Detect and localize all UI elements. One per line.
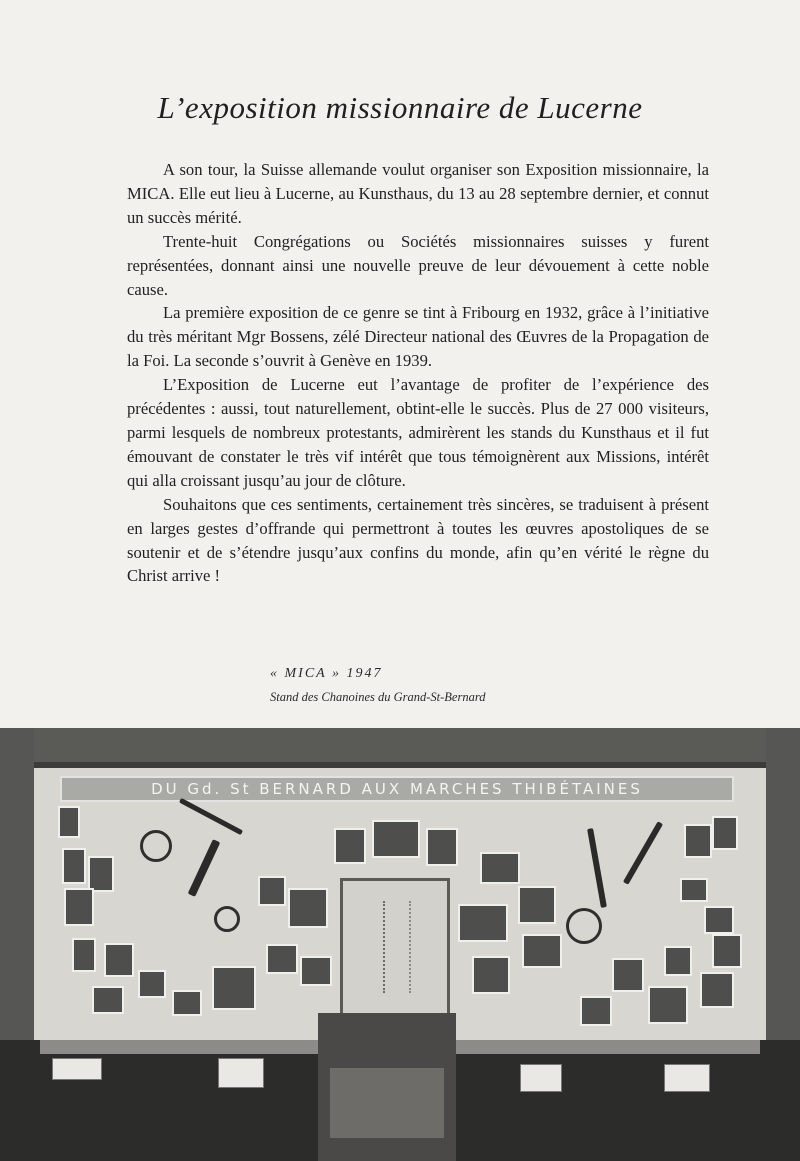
paragraph-2: Trente-huit Congrégations ou Sociétés missionnaires suisses y furent représentées, donnant ainsi une nouvelle preuve de leur dévouement à cette noble cause. [127,231,709,299]
wall-photo [684,824,712,858]
caption-year: « MICA » 1947 [270,666,383,681]
article-body [127,158,709,588]
wall-photo [426,828,458,866]
caption-subtitle: Stand des Chanoines du Grand-St-Bernard [270,690,486,704]
wall-photo [580,996,612,1026]
wall-photo [458,904,508,942]
map-route [383,901,411,993]
wall-photo [212,966,256,1010]
wall-photo [72,938,96,972]
table-label [52,1058,102,1080]
wall-photo [64,888,94,926]
hanging-drum [566,908,602,944]
wall-photo [704,906,734,934]
paragraph-3: La première exposition de ce genre se tint à Fribourg en 1932, grâce à l’initiative du très méritant Mgr Bossens, zélé Directeur national des Œuvres de la Propagation de la Foi. La seconde s’ouvrit à Genève en 1939. [127,303,709,371]
wall-photo [648,986,688,1024]
paragraph-5: Souhaitons que ces sentiments, certainement très sincères, se traduisent à présent en larges gestes d’offrande qui permettront à toutes les œuvres apostoliques de se soutenir et de s’étendre jusqu’aux confins du monde, afin qu’en vérité le règne du Christ arrive ! [127,494,709,586]
wall-photo [300,956,332,986]
wall-photo [664,946,692,976]
wall-photo [258,876,286,906]
wall-map [340,878,450,1016]
wall-photo [266,944,298,974]
wall-photo [480,852,520,884]
paragraph-4: L’Exposition de Lucerne eut l’avantage de profiter de l’expérience des précédentes : aussi, tout naturellement, obtint-elle le succès. Plus de 27 000 visiteurs, parmi lesquels de nombreux protestants, admirèrent les stands du Kunsthaus et il fut émouvant de constater le très vif intérêt que tous témoignèrent aux Missions, intérêt qui alla croissant jusqu’au jour de clôture. [127,375,709,490]
wall-photo [518,886,556,924]
wall-photo [334,828,366,864]
wall-photo [288,888,328,928]
wall-photo [700,972,734,1008]
wall-photo [712,816,738,850]
photo-caption [270,666,590,705]
wall-photo [612,958,644,992]
photo-ceiling [0,728,800,762]
exhibition-photo [0,728,800,1161]
wall-photo [138,970,166,998]
wall-photo [104,943,134,977]
wall-photo [92,986,124,1014]
wall-photo [680,878,708,902]
table-label [218,1058,264,1088]
hanging-ring [140,830,172,862]
wall-photo [62,848,86,884]
page-title: L’exposition missionnaire de Lucerne [157,90,643,125]
stand-banner: DU Gd. St BERNARD AUX MARCHES THIBÉTAINES [60,776,734,802]
wall-photo [522,934,562,968]
paragraph-1: A son tour, la Suisse allemande voulut organiser son Exposition missionnaire, la MICA. Elle eut lieu à Lucerne, au Kunsthaus, du 13 au 28 septembre dernier, et connut un succès mérité. [127,160,709,227]
display-case-figures [330,1068,444,1138]
wall-photo [58,806,80,838]
wall-photo [172,990,202,1016]
wall-photo [472,956,510,994]
wall-photo [88,856,114,892]
hanging-ring [214,906,240,932]
table-label [520,1064,562,1092]
wall-photo [712,934,742,968]
wall-photo [372,820,420,858]
table-label [664,1064,710,1092]
